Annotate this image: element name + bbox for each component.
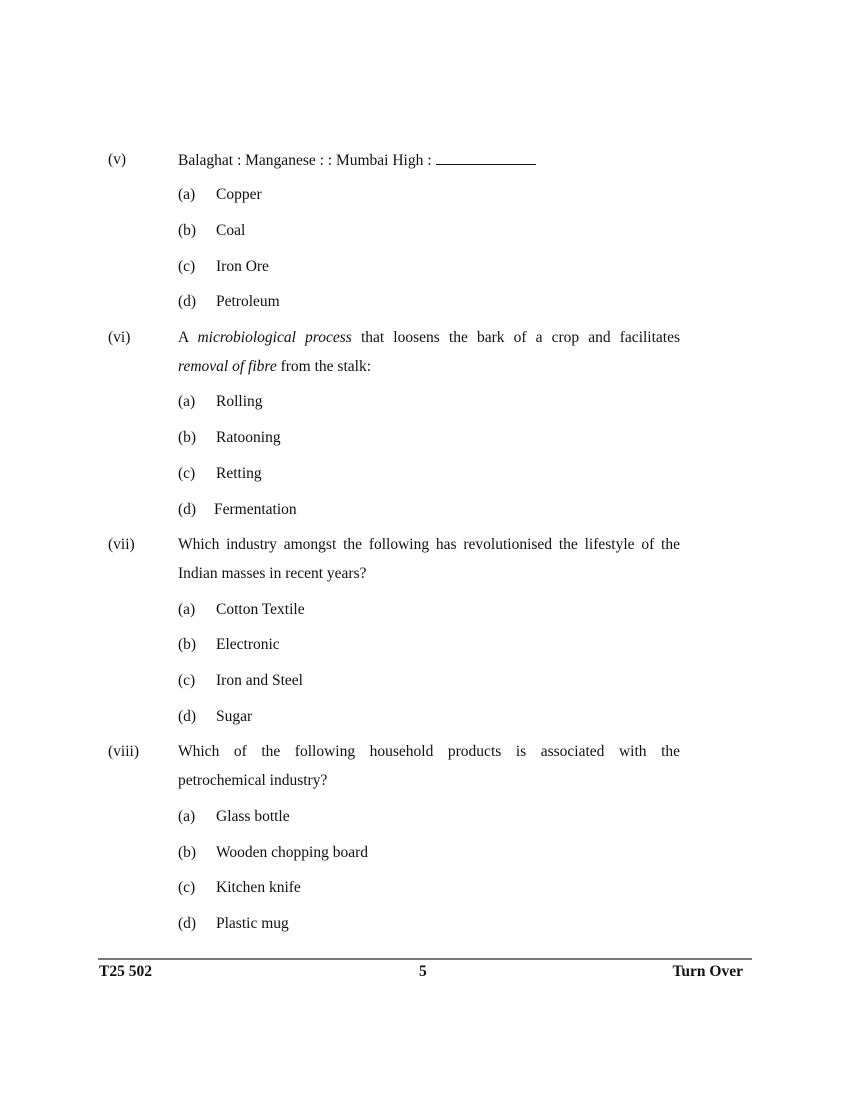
option-letter: (b) [178,429,197,446]
option-text: Fermentation [214,501,297,518]
option-letter: (d) [178,293,197,310]
option-letter: (b) [178,844,197,861]
question-text-line1 [178,328,680,348]
option-letter: (a) [178,393,196,410]
question-text-line1: Which industry amongst the following has revolutionised the lifestyle of the [178,536,680,553]
text: A [178,329,189,346]
option-text: Cotton Textile [216,601,305,618]
option-letter: (a) [178,186,196,203]
page-number: 5 [419,963,427,980]
question-text [178,150,536,171]
question-text-line2: Indian masses in recent years? [178,565,367,582]
text: that loosens the bark of a crop and facilitates [360,329,681,346]
option-text: Copper [216,186,262,203]
option-letter: (d) [178,915,197,932]
option-text: Glass bottle [216,808,290,825]
text: from the stalk: [280,358,372,375]
question-text-line2: petrochemical industry? [178,772,328,789]
question-text-content: Balaghat : Manganese : : Mumbai High : [178,152,432,169]
answer-blank [436,150,536,165]
option-text: Ratooning [216,429,281,446]
option-letter: (c) [178,672,196,689]
question-number: (viii) [108,743,139,760]
option-text: Kitchen knife [216,879,301,896]
question-text-line2 [178,357,371,377]
question-number: (vi) [108,329,131,346]
option-text: Retting [216,465,262,482]
footer-divider [98,958,752,960]
option-letter: (a) [178,601,196,618]
option-letter: (c) [178,465,196,482]
option-text: Sugar [216,708,253,725]
question-number: (v) [108,151,127,168]
option-letter: (d) [178,501,197,518]
italic-term: removal of fibre [178,358,277,375]
turn-over-label: Turn Over [672,963,743,980]
option-letter: (d) [178,708,197,725]
option-letter: (c) [178,258,196,275]
option-text: Electronic [216,636,280,653]
option-text: Iron and Steel [216,672,303,689]
option-text: Wooden chopping board [216,844,368,861]
option-text: Plastic mug [216,915,289,932]
option-letter: (b) [178,636,197,653]
option-text: Coal [216,222,246,239]
option-letter: (c) [178,879,196,896]
paper-code: T25 502 [99,963,152,980]
italic-term: microbiological process [197,329,352,346]
option-text: Petroleum [216,293,280,310]
question-number: (vii) [108,536,135,553]
option-text: Iron Ore [216,258,269,275]
option-letter: (a) [178,808,196,825]
option-text: Rolling [216,393,263,410]
option-letter: (b) [178,222,197,239]
question-text-line1: Which of the following household products is associated with the [178,743,680,760]
